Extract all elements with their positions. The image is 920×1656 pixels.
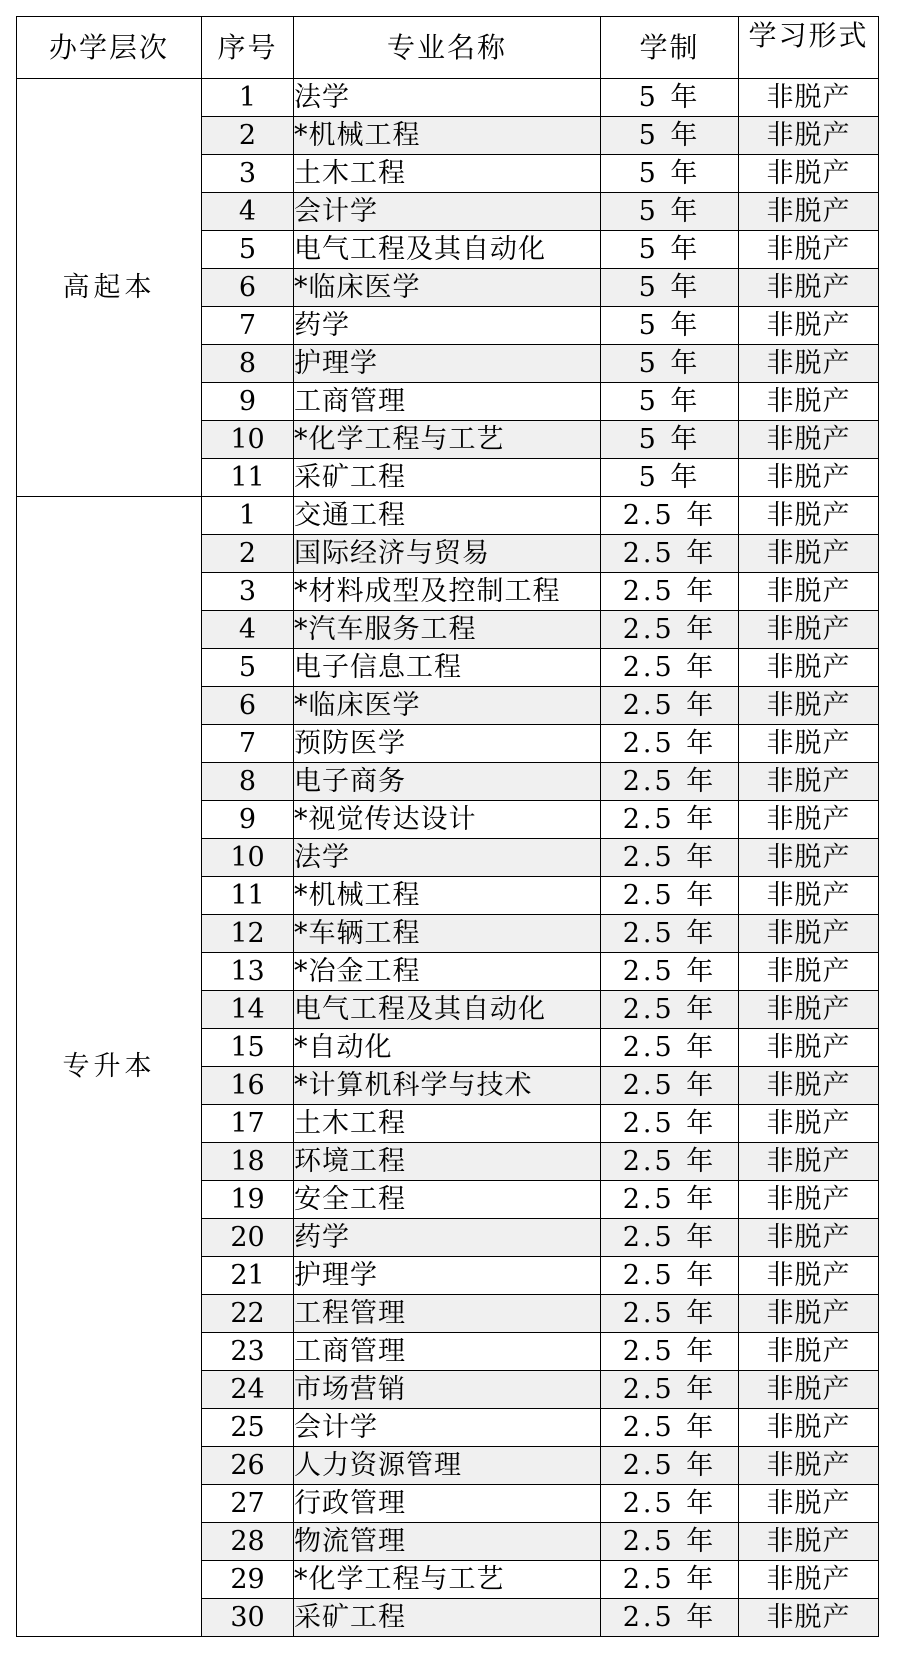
- duration-cell: 2.5 年: [601, 611, 739, 649]
- major-name-cell: 市场营销: [294, 1371, 601, 1409]
- row-number-cell: 11: [202, 459, 294, 497]
- row-number-cell: 10: [202, 421, 294, 459]
- study-mode-cell: 非脱产: [739, 1257, 879, 1295]
- major-name-cell: *临床医学: [294, 269, 601, 307]
- row-number-cell: 27: [202, 1485, 294, 1523]
- duration-cell: 2.5 年: [601, 1409, 739, 1447]
- study-mode-cell: 非脱产: [739, 79, 879, 117]
- row-number-cell: 14: [202, 991, 294, 1029]
- duration-cell: 5 年: [601, 345, 739, 383]
- study-mode-cell: 非脱产: [739, 1067, 879, 1105]
- major-name-cell: *临床医学: [294, 687, 601, 725]
- study-mode-cell: 非脱产: [739, 1181, 879, 1219]
- major-name-cell: 工商管理: [294, 1333, 601, 1371]
- study-mode-cell: 非脱产: [739, 1105, 879, 1143]
- major-name-cell: 环境工程: [294, 1143, 601, 1181]
- header-duration: 学制: [601, 17, 739, 79]
- header-mode: 学习形式: [739, 17, 879, 79]
- duration-cell: 2.5 年: [601, 801, 739, 839]
- major-name-cell: 交通工程: [294, 497, 601, 535]
- study-mode-cell: 非脱产: [739, 307, 879, 345]
- duration-cell: 2.5 年: [601, 991, 739, 1029]
- study-mode-cell: 非脱产: [739, 1561, 879, 1599]
- major-name-cell: 法学: [294, 839, 601, 877]
- row-number-cell: 20: [202, 1219, 294, 1257]
- row-number-cell: 3: [202, 573, 294, 611]
- row-number-cell: 4: [202, 611, 294, 649]
- major-name-cell: 预防医学: [294, 725, 601, 763]
- row-number-cell: 22: [202, 1295, 294, 1333]
- study-mode-cell: 非脱产: [739, 1143, 879, 1181]
- row-number-cell: 2: [202, 117, 294, 155]
- duration-cell: 2.5 年: [601, 1181, 739, 1219]
- header-no: 序号: [202, 17, 294, 79]
- major-name-cell: 会计学: [294, 193, 601, 231]
- study-mode-cell: 非脱产: [739, 231, 879, 269]
- major-name-cell: 法学: [294, 79, 601, 117]
- table-header: [17, 17, 879, 79]
- study-mode-cell: 非脱产: [739, 877, 879, 915]
- study-mode-cell: 非脱产: [739, 725, 879, 763]
- duration-cell: 2.5 年: [601, 1599, 739, 1637]
- row-number-cell: 6: [202, 269, 294, 307]
- major-name-cell: 物流管理: [294, 1523, 601, 1561]
- row-number-cell: 1: [202, 497, 294, 535]
- level-cell: 高起本: [17, 79, 202, 497]
- major-name-cell: 电子信息工程: [294, 649, 601, 687]
- duration-cell: 5 年: [601, 79, 739, 117]
- study-mode-cell: 非脱产: [739, 649, 879, 687]
- study-mode-cell: 非脱产: [739, 383, 879, 421]
- study-mode-cell: 非脱产: [739, 801, 879, 839]
- major-name-cell: 工商管理: [294, 383, 601, 421]
- duration-cell: 2.5 年: [601, 1447, 739, 1485]
- study-mode-cell: 非脱产: [739, 497, 879, 535]
- row-number-cell: 19: [202, 1181, 294, 1219]
- row-number-cell: 7: [202, 307, 294, 345]
- major-name-cell: 药学: [294, 307, 601, 345]
- duration-cell: 5 年: [601, 269, 739, 307]
- row-number-cell: 7: [202, 725, 294, 763]
- study-mode-cell: 非脱产: [739, 1447, 879, 1485]
- row-number-cell: 26: [202, 1447, 294, 1485]
- major-name-cell: 会计学: [294, 1409, 601, 1447]
- study-mode-cell: 非脱产: [739, 1219, 879, 1257]
- major-table: [16, 16, 879, 1637]
- duration-cell: 2.5 年: [601, 573, 739, 611]
- duration-cell: 5 年: [601, 383, 739, 421]
- major-name-cell: 药学: [294, 1219, 601, 1257]
- major-name-cell: *自动化: [294, 1029, 601, 1067]
- study-mode-cell: 非脱产: [739, 1029, 879, 1067]
- major-name-cell: 电气工程及其自动化: [294, 231, 601, 269]
- duration-cell: 2.5 年: [601, 1485, 739, 1523]
- study-mode-cell: 非脱产: [739, 763, 879, 801]
- table-row: [17, 497, 879, 535]
- duration-cell: 2.5 年: [601, 535, 739, 573]
- duration-cell: 2.5 年: [601, 497, 739, 535]
- table-row: [17, 79, 879, 117]
- duration-cell: 5 年: [601, 193, 739, 231]
- study-mode-cell: 非脱产: [739, 1485, 879, 1523]
- duration-cell: 2.5 年: [601, 1257, 739, 1295]
- study-mode-cell: 非脱产: [739, 1523, 879, 1561]
- row-number-cell: 1: [202, 79, 294, 117]
- major-name-cell: 护理学: [294, 345, 601, 383]
- study-mode-cell: 非脱产: [739, 117, 879, 155]
- major-name-cell: 土木工程: [294, 1105, 601, 1143]
- row-number-cell: 3: [202, 155, 294, 193]
- row-number-cell: 8: [202, 345, 294, 383]
- major-name-cell: *车辆工程: [294, 915, 601, 953]
- row-number-cell: 16: [202, 1067, 294, 1105]
- major-name-cell: *机械工程: [294, 117, 601, 155]
- major-name-cell: 行政管理: [294, 1485, 601, 1523]
- row-number-cell: 23: [202, 1333, 294, 1371]
- study-mode-cell: 非脱产: [739, 269, 879, 307]
- row-number-cell: 25: [202, 1409, 294, 1447]
- study-mode-cell: 非脱产: [739, 1409, 879, 1447]
- major-name-cell: 人力资源管理: [294, 1447, 601, 1485]
- duration-cell: 2.5 年: [601, 1143, 739, 1181]
- duration-cell: 2.5 年: [601, 1029, 739, 1067]
- major-name-cell: 采矿工程: [294, 459, 601, 497]
- duration-cell: 2.5 年: [601, 649, 739, 687]
- major-name-cell: *汽车服务工程: [294, 611, 601, 649]
- major-name-cell: *视觉传达设计: [294, 801, 601, 839]
- duration-cell: 2.5 年: [601, 725, 739, 763]
- duration-cell: 2.5 年: [601, 1371, 739, 1409]
- duration-cell: 2.5 年: [601, 1333, 739, 1371]
- major-name-cell: 土木工程: [294, 155, 601, 193]
- level-cell: 专升本: [17, 497, 202, 1637]
- row-number-cell: 11: [202, 877, 294, 915]
- row-number-cell: 6: [202, 687, 294, 725]
- duration-cell: 2.5 年: [601, 1219, 739, 1257]
- row-number-cell: 5: [202, 649, 294, 687]
- duration-cell: 2.5 年: [601, 915, 739, 953]
- study-mode-cell: 非脱产: [739, 1333, 879, 1371]
- duration-cell: 5 年: [601, 421, 739, 459]
- row-number-cell: 13: [202, 953, 294, 991]
- study-mode-cell: 非脱产: [739, 573, 879, 611]
- row-number-cell: 18: [202, 1143, 294, 1181]
- duration-cell: 2.5 年: [601, 877, 739, 915]
- row-number-cell: 17: [202, 1105, 294, 1143]
- duration-cell: 2.5 年: [601, 687, 739, 725]
- study-mode-cell: 非脱产: [739, 155, 879, 193]
- duration-cell: 5 年: [601, 307, 739, 345]
- row-number-cell: 4: [202, 193, 294, 231]
- study-mode-cell: 非脱产: [739, 991, 879, 1029]
- major-name-cell: *冶金工程: [294, 953, 601, 991]
- duration-cell: 2.5 年: [601, 763, 739, 801]
- study-mode-cell: 非脱产: [739, 915, 879, 953]
- row-number-cell: 21: [202, 1257, 294, 1295]
- row-number-cell: 28: [202, 1523, 294, 1561]
- major-name-cell: *化学工程与工艺: [294, 421, 601, 459]
- major-name-cell: 采矿工程: [294, 1599, 601, 1637]
- row-number-cell: 15: [202, 1029, 294, 1067]
- study-mode-cell: 非脱产: [739, 611, 879, 649]
- major-name-cell: 安全工程: [294, 1181, 601, 1219]
- study-mode-cell: 非脱产: [739, 345, 879, 383]
- row-number-cell: 29: [202, 1561, 294, 1599]
- duration-cell: 5 年: [601, 231, 739, 269]
- duration-cell: 2.5 年: [601, 839, 739, 877]
- major-name-cell: 电气工程及其自动化: [294, 991, 601, 1029]
- duration-cell: 2.5 年: [601, 1295, 739, 1333]
- header-name: 专业名称: [294, 17, 601, 79]
- major-name-cell: *化学工程与工艺: [294, 1561, 601, 1599]
- study-mode-cell: 非脱产: [739, 953, 879, 991]
- duration-cell: 2.5 年: [601, 1523, 739, 1561]
- major-name-cell: 护理学: [294, 1257, 601, 1295]
- major-name-cell: 工程管理: [294, 1295, 601, 1333]
- study-mode-cell: 非脱产: [739, 1371, 879, 1409]
- duration-cell: 2.5 年: [601, 953, 739, 991]
- row-number-cell: 2: [202, 535, 294, 573]
- major-name-cell: *材料成型及控制工程: [294, 573, 601, 611]
- table-body: [17, 79, 879, 1637]
- header-row: [17, 17, 879, 79]
- row-number-cell: 8: [202, 763, 294, 801]
- study-mode-cell: 非脱产: [739, 193, 879, 231]
- duration-cell: 5 年: [601, 117, 739, 155]
- major-name-cell: *计算机科学与技术: [294, 1067, 601, 1105]
- row-number-cell: 24: [202, 1371, 294, 1409]
- duration-cell: 2.5 年: [601, 1105, 739, 1143]
- row-number-cell: 10: [202, 839, 294, 877]
- duration-cell: 2.5 年: [601, 1561, 739, 1599]
- major-name-cell: *机械工程: [294, 877, 601, 915]
- study-mode-cell: 非脱产: [739, 839, 879, 877]
- study-mode-cell: 非脱产: [739, 535, 879, 573]
- row-number-cell: 9: [202, 383, 294, 421]
- study-mode-cell: 非脱产: [739, 1599, 879, 1637]
- duration-cell: 5 年: [601, 459, 739, 497]
- major-name-cell: 电子商务: [294, 763, 601, 801]
- major-name-cell: 国际经济与贸易: [294, 535, 601, 573]
- duration-cell: 5 年: [601, 155, 739, 193]
- header-level: 办学层次: [17, 17, 202, 79]
- study-mode-cell: 非脱产: [739, 421, 879, 459]
- study-mode-cell: 非脱产: [739, 687, 879, 725]
- row-number-cell: 5: [202, 231, 294, 269]
- row-number-cell: 30: [202, 1599, 294, 1637]
- row-number-cell: 12: [202, 915, 294, 953]
- study-mode-cell: 非脱产: [739, 459, 879, 497]
- study-mode-cell: 非脱产: [739, 1295, 879, 1333]
- row-number-cell: 9: [202, 801, 294, 839]
- duration-cell: 2.5 年: [601, 1067, 739, 1105]
